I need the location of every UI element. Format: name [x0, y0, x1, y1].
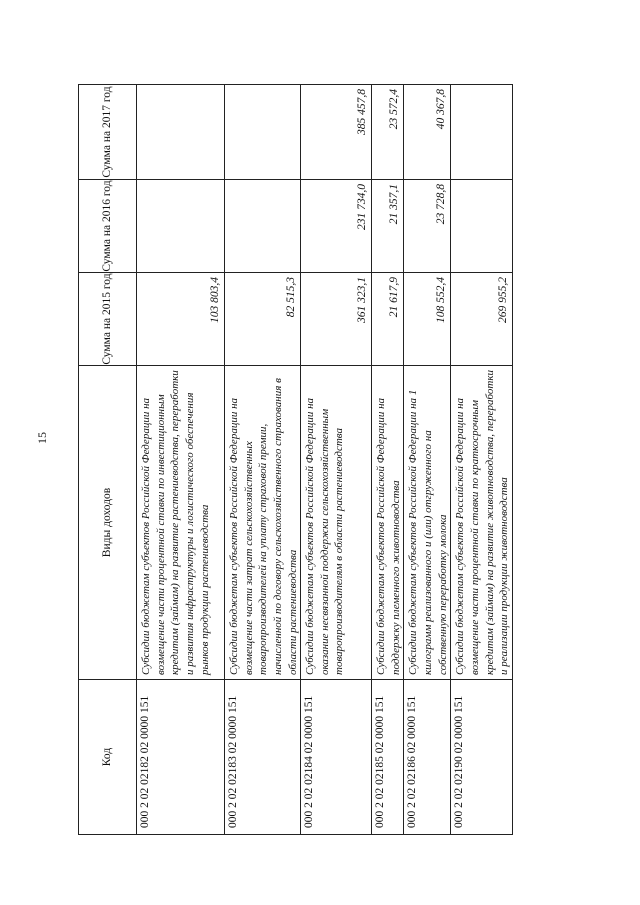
- row-code: 000 2 02 02185 02 0000 151: [372, 680, 404, 835]
- row-sum-2017: [451, 85, 513, 180]
- header-row: [79, 85, 137, 835]
- row-code: 000 2 02 02186 02 0000 151: [404, 680, 451, 835]
- table-row: [225, 85, 301, 835]
- row-description: Субсидии бюджетам субъектов Российской Федерации на поддержку племенного животноводства: [372, 366, 404, 680]
- row-sum-2017: [225, 85, 301, 180]
- row-sum-2017: 23 572,4: [372, 85, 404, 180]
- row-sum-2015: 269 955,2: [451, 273, 513, 366]
- row-sum-2016: 21 357,1: [372, 180, 404, 273]
- row-sum-2015: 82 515,3: [225, 273, 301, 366]
- row-code: 000 2 02 02182 02 0000 151: [137, 680, 225, 835]
- header-sum-2015: Сумма на 2015 год: [79, 273, 137, 366]
- row-sum-2016: 231 734,0: [301, 180, 372, 273]
- header-income-type: Виды доходов: [79, 366, 137, 680]
- table-row: [451, 85, 513, 835]
- row-description: Субсидии бюджетам субъектов Российской Федерации на возмещение части затрат сельскохозяйственных товаропроизводителей на уплату страховой премии, начисленной по договору сельскохозяйственного страхования в области растениеводства: [225, 366, 301, 680]
- page-number: 15: [35, 432, 49, 444]
- row-description: Субсидии бюджетам субъектов Российской Федерации на 1 килограмм реализованного и (или) отгруженного на собственную переработку молока: [404, 366, 451, 680]
- row-sum-2016: [137, 180, 225, 273]
- row-sum-2015: 21 617,9: [372, 273, 404, 366]
- table-row: [404, 85, 451, 835]
- rotated-table-wrapper: [78, 85, 511, 835]
- table-row: [137, 85, 225, 835]
- header-sum-2017: Сумма на 2017 год: [79, 85, 137, 180]
- table-row: [301, 85, 372, 835]
- row-description: Субсидии бюджетам субъектов Российской Федерации на оказание несвязанной поддержки сельскохозяйственным товаропроизводителям в области растениеводства: [301, 366, 372, 680]
- table-row: [372, 85, 404, 835]
- row-code: 000 2 02 02183 02 0000 151: [225, 680, 301, 835]
- income-table: [78, 84, 513, 835]
- row-code: 000 2 02 02184 02 0000 151: [301, 680, 372, 835]
- row-code: 000 2 02 02190 02 0000 151: [451, 680, 513, 835]
- header-code: Код: [79, 680, 137, 835]
- row-sum-2015: 361 323,1: [301, 273, 372, 366]
- row-sum-2017: [137, 85, 225, 180]
- row-sum-2017: 385 457,8: [301, 85, 372, 180]
- row-sum-2016: [225, 180, 301, 273]
- row-sum-2017: 40 367,8: [404, 85, 451, 180]
- row-sum-2016: 23 728,8: [404, 180, 451, 273]
- row-sum-2015: 103 803,4: [137, 273, 225, 366]
- row-description: Субсидии бюджетам субъектов Российской Федерации на возмещение части процентной ставки по краткосрочным кредитам (займам) на развитие животноводства, переработки и реализации продукции животноводства: [451, 366, 513, 680]
- row-sum-2015: 108 552,4: [404, 273, 451, 366]
- row-sum-2016: [451, 180, 513, 273]
- header-sum-2016: Сумма на 2016 год: [79, 180, 137, 273]
- row-description: Субсидии бюджетам субъектов Российской Федерации на возмещение части процентной ставки по инвестиционным кредитам (займам) на развитие растениеводства, переработки и развития инфраструктуры и логистического обеспечения рынков продукции растениеводства: [137, 366, 225, 680]
